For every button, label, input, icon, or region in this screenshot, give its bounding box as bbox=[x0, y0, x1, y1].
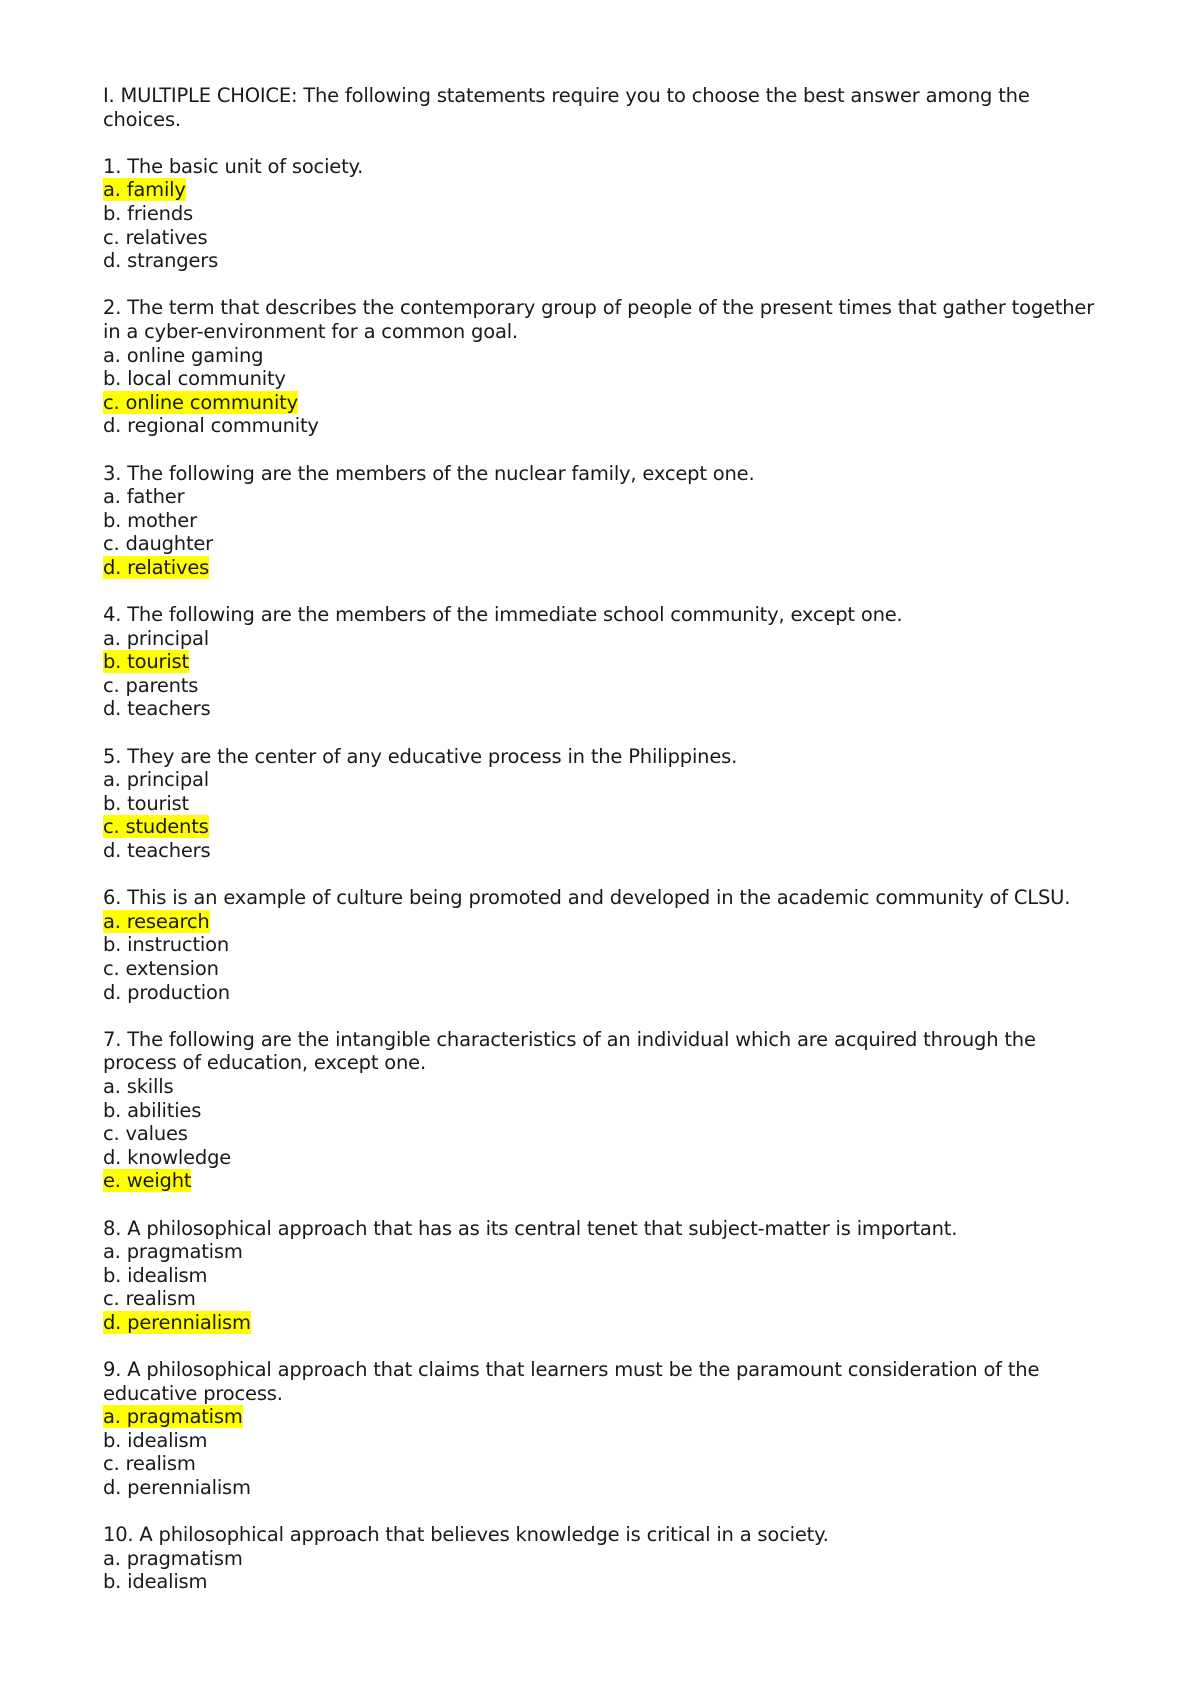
option-text: a. pragmatism bbox=[103, 1546, 243, 1570]
highlighted-answer-option bbox=[103, 556, 1113, 580]
highlighted-answer-option bbox=[103, 650, 1113, 674]
answer-options bbox=[103, 344, 1113, 438]
document-page bbox=[103, 84, 1113, 1618]
question-item bbox=[103, 603, 1113, 721]
highlighted-answer-option bbox=[103, 1169, 1113, 1193]
option-text: b. mother bbox=[103, 508, 197, 532]
option-text: a. family bbox=[103, 178, 186, 202]
option-text: c. parents bbox=[103, 673, 199, 697]
question-item bbox=[103, 1523, 1113, 1594]
question-stem: 8. A philosophical approach that has as its central tenet that subject-matter is important. bbox=[103, 1216, 958, 1240]
answer-option bbox=[103, 697, 1113, 721]
answer-option bbox=[103, 367, 1113, 391]
answer-option bbox=[103, 1476, 1113, 1500]
answer-option bbox=[103, 1287, 1113, 1311]
answer-option bbox=[103, 1452, 1113, 1476]
option-text: c. daughter bbox=[103, 532, 214, 556]
answer-option bbox=[103, 344, 1113, 368]
answer-option bbox=[103, 957, 1113, 981]
option-text: a. principal bbox=[103, 626, 210, 650]
answer-option bbox=[103, 202, 1113, 226]
option-text: d. perennialism bbox=[103, 1476, 251, 1500]
answer-option bbox=[103, 485, 1113, 509]
option-text: d. teachers bbox=[103, 697, 211, 721]
highlighted-answer-option bbox=[103, 1405, 1113, 1429]
option-text: c. realism bbox=[103, 1287, 196, 1311]
question-item bbox=[103, 886, 1113, 1004]
question-item bbox=[103, 1217, 1113, 1335]
question-stem: 2. The term that describes the contemporary group of people of the present times that gather together in a cyber-environment for a common goal. bbox=[103, 296, 1095, 343]
option-text: c. online community bbox=[103, 390, 298, 414]
answer-options bbox=[103, 627, 1113, 721]
question-stem: 7. The following are the intangible characteristics of an individual which are acquired through the process of education, except one. bbox=[103, 1027, 1036, 1075]
answer-options bbox=[103, 1240, 1113, 1334]
option-text: c. students bbox=[103, 815, 209, 839]
option-text: a. research bbox=[103, 909, 210, 933]
question-item bbox=[103, 155, 1113, 273]
option-text: c. realism bbox=[103, 1452, 196, 1476]
question-stem: 6. This is an example of culture being promoted and developed in the academic community of CLSU. bbox=[103, 886, 1071, 910]
option-text: b. instruction bbox=[103, 933, 230, 957]
question-stem: 9. A philosophical approach that claims that learners must be the paramount consideration of the educative process. bbox=[103, 1358, 1040, 1405]
question-item bbox=[103, 1358, 1113, 1500]
question-list bbox=[103, 155, 1113, 1594]
answer-option bbox=[103, 933, 1113, 957]
option-text: a. skills bbox=[103, 1074, 174, 1098]
option-text: b. idealism bbox=[103, 1570, 208, 1594]
answer-option bbox=[103, 414, 1113, 438]
highlighted-answer-option bbox=[103, 178, 1113, 202]
option-text: b. idealism bbox=[103, 1263, 208, 1287]
answer-options bbox=[103, 1405, 1113, 1499]
answer-option bbox=[103, 792, 1113, 816]
question-stem: 10. A philosophical approach that believes knowledge is critical in a society. bbox=[103, 1523, 829, 1547]
answer-option bbox=[103, 627, 1113, 651]
question-item bbox=[103, 1028, 1113, 1193]
option-text: b. abilities bbox=[103, 1098, 202, 1122]
option-text: a. pragmatism bbox=[103, 1405, 243, 1429]
answer-options bbox=[103, 1075, 1113, 1193]
question-stem: 1. The basic unit of society. bbox=[103, 154, 364, 178]
option-text: a. online gaming bbox=[103, 343, 264, 367]
question-stem: 3. The following are the members of the nuclear family, except one. bbox=[103, 461, 755, 485]
answer-option bbox=[103, 674, 1113, 698]
answer-option bbox=[103, 1075, 1113, 1099]
option-text: b. tourist bbox=[103, 650, 189, 674]
answer-option bbox=[103, 839, 1113, 863]
answer-option bbox=[103, 1099, 1113, 1123]
answer-option bbox=[103, 1264, 1113, 1288]
question-stem: 5. They are the center of any educative process in the Philippines. bbox=[103, 744, 738, 768]
option-text: d. knowledge bbox=[103, 1145, 232, 1169]
option-text: b. tourist bbox=[103, 791, 189, 815]
question-item bbox=[103, 296, 1113, 438]
answer-option bbox=[103, 768, 1113, 792]
highlighted-answer-option bbox=[103, 815, 1113, 839]
option-text: c. relatives bbox=[103, 225, 208, 249]
answer-options bbox=[103, 1547, 1113, 1594]
option-text: d. strangers bbox=[103, 249, 219, 273]
answer-options bbox=[103, 768, 1113, 862]
highlighted-answer-option bbox=[103, 391, 1113, 415]
answer-option bbox=[103, 249, 1113, 273]
option-text: d. relatives bbox=[103, 555, 210, 579]
answer-option bbox=[103, 1547, 1113, 1571]
option-text: d. teachers bbox=[103, 839, 211, 862]
option-text: b. idealism bbox=[103, 1428, 208, 1452]
option-text: d. regional community bbox=[103, 414, 319, 438]
answer-option bbox=[103, 1570, 1113, 1594]
option-text: b. friends bbox=[103, 201, 193, 225]
answer-option bbox=[103, 532, 1113, 556]
question-item bbox=[103, 462, 1113, 580]
answer-option bbox=[103, 1122, 1113, 1146]
option-text: e. weight bbox=[103, 1169, 192, 1193]
question-stem: 4. The following are the members of the immediate school community, except one. bbox=[103, 603, 903, 627]
option-text: c. extension bbox=[103, 956, 219, 980]
option-text: d. perennialism bbox=[103, 1310, 251, 1334]
option-text: a. pragmatism bbox=[103, 1240, 243, 1264]
option-text: b. local community bbox=[103, 367, 286, 391]
question-item bbox=[103, 745, 1113, 863]
answer-option bbox=[103, 981, 1113, 1005]
option-text: a. father bbox=[103, 485, 185, 509]
answer-option bbox=[103, 1240, 1113, 1264]
answer-option bbox=[103, 1146, 1113, 1170]
answer-option bbox=[103, 1429, 1113, 1453]
option-text: d. production bbox=[103, 980, 230, 1004]
answer-options bbox=[103, 178, 1113, 272]
option-text: a. principal bbox=[103, 768, 210, 792]
answer-option bbox=[103, 509, 1113, 533]
answer-option bbox=[103, 226, 1113, 250]
highlighted-answer-option bbox=[103, 910, 1113, 934]
instructions-text: I. MULTIPLE CHOICE: The following statements require you to choose the best answer among the choices. bbox=[103, 84, 1030, 131]
answer-options bbox=[103, 910, 1113, 1004]
option-text: c. values bbox=[103, 1122, 188, 1146]
answer-options bbox=[103, 485, 1113, 579]
highlighted-answer-option bbox=[103, 1311, 1113, 1335]
